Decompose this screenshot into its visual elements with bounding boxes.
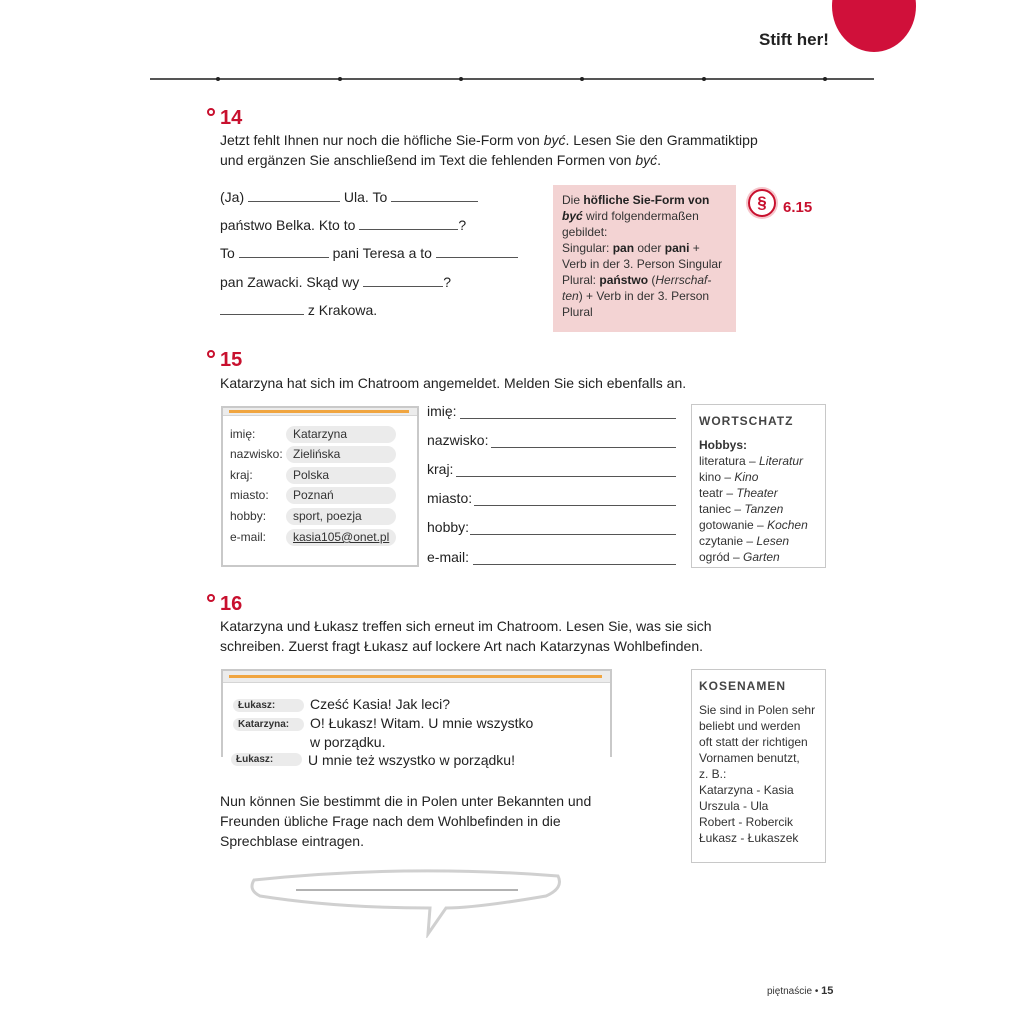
chat-message: Cześć Kasia! Jak leci? — [310, 696, 451, 712]
task-text-line: Sprechblase eintragen. — [220, 833, 364, 849]
vocab-pl: teatr – — [699, 486, 737, 500]
kosenamen-line: Sie sind in Polen sehr — [699, 703, 816, 717]
fill-text: z Krakowa. — [307, 302, 378, 318]
tip-text: oder — [634, 241, 665, 255]
paragraph-icon: § — [748, 189, 776, 217]
kosenamen-box — [691, 669, 826, 863]
tip-text: Verb in der 3. Person Singular — [562, 257, 723, 271]
chat-window — [221, 669, 612, 757]
profile-value: Polska — [286, 467, 396, 484]
kosenamen-line: beliebt und werden — [699, 719, 801, 733]
vocab-pl: literatura – — [699, 454, 760, 468]
fill-text: ? — [443, 274, 451, 290]
kosenamen-line: Urszula - Ula — [699, 799, 769, 813]
page-title: Stift her! — [759, 30, 829, 49]
rule-dot — [216, 77, 220, 81]
kosenamen-line: z. B.: — [699, 767, 727, 781]
window-progress — [229, 675, 602, 678]
vocab-pl: taniec – — [699, 502, 745, 516]
window-progress — [229, 410, 409, 413]
profile-value: kasia105@onet.pl — [286, 529, 396, 546]
tip-text: gebildet: — [562, 225, 608, 239]
form-label: nazwisko: — [427, 432, 489, 448]
rule-dot — [702, 77, 706, 81]
rule-dot — [580, 77, 584, 81]
vocabulary-heading: WORTSCHATZ — [699, 414, 794, 428]
exercise-16-instruction-line: schreiben. Zuerst fragt Łukasz auf lockere Art nach Katarzynas Wohlbefinden. — [220, 638, 703, 654]
form-input-line[interactable] — [456, 476, 676, 477]
kosenamen-line: Łukasz - Łukaszek — [699, 831, 799, 845]
tip-text: Plural — [562, 305, 593, 319]
fill-blank[interactable] — [239, 246, 329, 258]
tip-bold: pan — [612, 241, 635, 255]
exercise-14-number: 14 — [220, 107, 243, 129]
exercise-15-instruction: Katarzyna hat sich im Chatroom angemeldet. Melden Sie sich ebenfalls an. — [220, 375, 687, 391]
tip-bold: pani — [664, 241, 690, 255]
task-text-line: Freunden übliche Frage nach dem Wohlbefinden in die — [220, 813, 561, 829]
vocab-de: Kino — [734, 470, 759, 484]
exercise-16-number: 16 — [220, 593, 243, 615]
vocabulary-item — [699, 485, 818, 501]
fill-text: (Ja) — [220, 189, 245, 205]
form-label: miasto: — [427, 490, 473, 506]
vocab-de: Tanzen — [744, 502, 784, 516]
vocabulary-item — [699, 517, 818, 533]
vocabulary-item — [699, 501, 818, 517]
page-number: 15 — [821, 985, 834, 997]
tip-text: Plural: — [562, 273, 600, 287]
kosenamen-line: Katarzyna - Kasia — [699, 783, 794, 797]
fill-text: ? — [458, 217, 467, 233]
fill-text: Ula. To — [343, 189, 388, 205]
kosenamen-line: Vornamen benutzt, — [699, 751, 800, 765]
form-label: imię: — [427, 403, 457, 419]
form-input-line[interactable] — [474, 505, 676, 506]
tip-text: wird folgendermaßen — [582, 209, 699, 223]
profile-label: kraj: — [230, 468, 253, 482]
vocab-pl: czytanie – — [699, 534, 757, 548]
page-number-word: piętnaście — [767, 986, 813, 997]
tip-text: Die — [562, 193, 584, 207]
tip-bold: państwo — [599, 273, 649, 287]
profile-label: imię: — [230, 427, 256, 441]
exercise-15-number: 15 — [220, 349, 243, 371]
vocab-de: Kochen — [767, 518, 808, 532]
kosenamen-line: Robert - Robercik — [699, 815, 794, 829]
fill-line-2 — [220, 215, 466, 235]
vocabulary-item — [699, 549, 818, 565]
instruction-verb: być — [543, 132, 566, 148]
tip-italic: ten — [562, 289, 579, 303]
window-titlebar — [223, 671, 610, 683]
chat-message: w porządku. — [310, 734, 386, 750]
window-titlebar — [223, 408, 417, 416]
exercise-bullet — [207, 350, 215, 358]
corner-decoration — [832, 0, 916, 52]
grammar-reference: 6.15 — [783, 199, 813, 216]
profile-window — [221, 406, 419, 567]
tip-text: ( — [648, 273, 656, 287]
vocab-pl: ogród – — [699, 550, 744, 564]
profile-value: Katarzyna — [286, 426, 396, 443]
instruction-text: . Lesen Sie den Grammatiktipp — [565, 132, 758, 148]
footer-separator: • — [814, 986, 819, 997]
page-footer — [767, 985, 833, 997]
tip-italic: Herrschaf- — [655, 273, 712, 287]
vocab-de: Theater — [736, 486, 778, 500]
exercise-16-instruction-line: Katarzyna und Łukasz treffen sich erneut im Chatroom. Lesen Sie, was sie sich — [220, 618, 712, 634]
form-label: hobby: — [427, 519, 470, 535]
form-label: kraj: — [427, 461, 454, 477]
chat-speaker: Łukasz: — [231, 753, 302, 766]
fill-blank[interactable] — [359, 218, 458, 230]
profile-label: hobby: — [230, 509, 267, 523]
chat-speaker: Łukasz: — [233, 699, 304, 712]
fill-blank[interactable] — [363, 275, 443, 287]
vocab-de: Literatur — [759, 454, 804, 468]
fill-text: pani Teresa a to — [332, 245, 432, 261]
tip-text: ) + Verb in der 3. Person — [578, 289, 710, 303]
chat-message: U mnie też wszystko w porządku! — [308, 752, 515, 768]
vocab-pl: kino – — [699, 470, 735, 484]
chat-speaker: Katarzyna: — [233, 718, 304, 731]
fill-line-1 — [220, 187, 478, 207]
form-input-line[interactable] — [470, 534, 676, 535]
grammar-tip-box — [553, 185, 736, 332]
profile-label: miasto: — [230, 488, 269, 502]
fill-blank[interactable] — [220, 303, 304, 315]
exercise-bullet — [207, 108, 215, 116]
exercise-bullet — [207, 594, 215, 602]
profile-value: sport, poezja — [286, 508, 396, 525]
kosenamen-line: oft statt der richtigen — [699, 735, 808, 749]
profile-value: Poznań — [286, 487, 396, 504]
tip-bold: höfliche Sie-Form von — [583, 193, 710, 207]
rule-dot — [823, 77, 827, 81]
vocabulary-item — [699, 533, 818, 549]
form-input-line[interactable] — [473, 564, 676, 565]
instruction-text: und ergänzen Sie anschließend im Text die fehlenden Formen von — [220, 152, 636, 168]
fill-text: To — [220, 245, 235, 261]
fill-blank[interactable] — [436, 246, 518, 258]
form-input-line[interactable] — [460, 418, 676, 419]
instruction-verb: być — [635, 152, 658, 168]
fill-text: państwo Belka. Kto to — [220, 217, 356, 233]
vocabulary-item — [699, 469, 818, 485]
vocabulary-subheading: Hobbys: — [699, 438, 747, 452]
form-label: e-mail: — [427, 549, 470, 565]
fill-line-5 — [220, 300, 377, 320]
fill-text: pan Zawacki. Skąd wy — [220, 274, 360, 290]
tip-text: + — [689, 241, 700, 255]
header-rule — [150, 78, 874, 80]
task-text-line: Nun können Sie bestimmt die in Polen unter Bekannten und — [220, 793, 592, 809]
form-input-line[interactable] — [491, 447, 676, 448]
fill-line-3 — [220, 243, 518, 263]
speech-bubble[interactable] — [246, 862, 568, 938]
vocabulary-item — [699, 453, 818, 469]
instruction-text: . — [657, 152, 662, 168]
fill-blank[interactable] — [248, 190, 340, 202]
chat-message: O! Łukasz! Witam. U mnie wszystko — [310, 715, 534, 731]
kosenamen-heading: KOSENAMEN — [699, 679, 787, 693]
fill-blank[interactable] — [391, 190, 478, 202]
tip-bold: być — [562, 209, 583, 223]
vocab-de: Garten — [743, 550, 780, 564]
instruction-text: Jetzt fehlt Ihnen nur noch die höfliche Sie-Form von — [220, 132, 544, 148]
rule-dot — [459, 77, 463, 81]
exercise-14-instruction — [220, 130, 780, 170]
vocabulary-box — [691, 404, 826, 568]
rule-dot — [338, 77, 342, 81]
tip-text: Singular: — [562, 241, 613, 255]
profile-value: Zielińska — [286, 446, 396, 463]
profile-label: nazwisko: — [230, 447, 283, 461]
profile-label: e-mail: — [230, 530, 267, 544]
vocab-de: Lesen — [756, 534, 790, 548]
fill-line-4 — [220, 272, 451, 292]
vocab-pl: gotowanie – — [699, 518, 768, 532]
